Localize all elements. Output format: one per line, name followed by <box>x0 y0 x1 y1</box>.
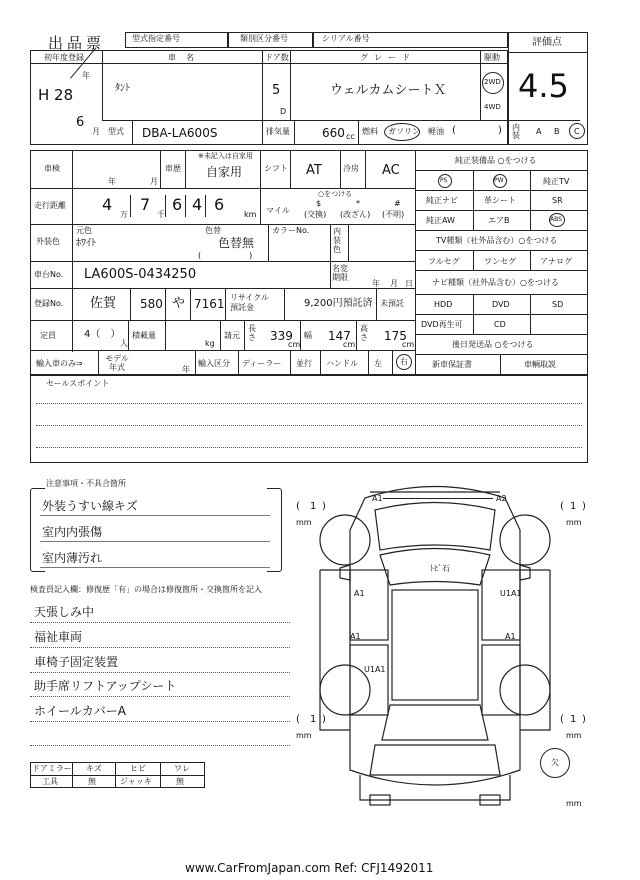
equip-tv: 純正TV <box>543 177 570 186</box>
load-label: 積載量 <box>132 331 156 340</box>
cc-unit: cc <box>346 132 355 141</box>
ac-label: 冷房 <box>343 164 359 173</box>
spare-tire-missing: 欠 <box>551 758 559 767</box>
navi-hdd: HDD <box>434 300 453 309</box>
navi-cd: CD <box>494 320 506 329</box>
damage-left-u1a1: U1A1 <box>364 665 386 674</box>
damage-a1-front: A1 <box>372 494 383 503</box>
mileage-circle-note: ○をつける <box>318 190 353 198</box>
not-deposited: 未預託 <box>380 299 404 308</box>
mileage-km: km <box>244 210 257 219</box>
width-cm: cm <box>343 340 356 349</box>
later-header: 後日発送品 ○をつける <box>452 340 534 349</box>
tv-analog: アナログ <box>540 257 572 266</box>
car-name-value: ﾀﾝﾄ <box>115 83 130 94</box>
mileage-mile: マイル <box>266 206 290 215</box>
spare-tire-mm: mm <box>566 799 582 808</box>
legend-jack: ジャッキ <box>120 777 152 786</box>
registration-number: 7161 <box>194 297 225 311</box>
registration-area: 佐賀 <box>90 296 117 311</box>
damage-right-a1: A1 <box>505 632 516 641</box>
navi-sd: SD <box>552 300 564 309</box>
first-reg-era: H 28 <box>38 86 74 104</box>
inspection-month: 月 <box>150 177 158 186</box>
tire-rl-open: ( <box>296 714 300 725</box>
legend-mirror: ドアミラー <box>32 764 72 773</box>
model-year-label: モデル年式 <box>105 354 129 372</box>
ask-label: 請元 <box>224 331 240 340</box>
tire-rr-value: 1 <box>570 714 577 725</box>
legend-jack-value: 無 <box>176 777 184 786</box>
handle-left: 左 <box>374 359 382 368</box>
tv-oneseg: ワンセグ <box>484 257 516 266</box>
tire-fl-mm: mm <box>296 518 312 527</box>
width-label: 幅 <box>304 331 312 340</box>
navi-header: ナビ種類（社外品含む）○をつける <box>432 278 559 287</box>
inspector-item-2: 福祉車両 <box>34 630 83 644</box>
tire-rl-mm: mm <box>296 731 312 740</box>
interior-color-label: 内装色 <box>333 227 341 254</box>
chassis-month: 月 <box>390 279 398 288</box>
tire-rr-close: ) <box>582 714 586 725</box>
capacity-unit: 人 <box>120 339 128 348</box>
car-name-label: 車名 <box>168 53 204 62</box>
score-label: 評価点 <box>532 37 562 48</box>
drive-4wd: 4WD <box>484 103 501 111</box>
mileage-exchange: (交換) <box>304 210 327 219</box>
inspector-item-5: ホイールカバーA <box>34 704 126 718</box>
interior-c: C <box>574 127 580 136</box>
inspector-item-3: 車椅子固定装置 <box>34 655 119 669</box>
color-changed-value: 色替無 <box>218 236 255 250</box>
fuel-label: 燃料 <box>362 127 378 136</box>
registration-kana: や <box>172 296 186 311</box>
equip-ps: PS <box>440 177 448 184</box>
mileage-digit-5: 6 <box>214 195 225 214</box>
inspector-item-4: 助手席リフトアップシート <box>34 679 177 693</box>
light-oil-paren: ( <box>452 125 456 136</box>
mileage-label: 走行距離 <box>34 201 66 210</box>
import-dealer: ディーラー <box>242 359 282 368</box>
month-unit: 月 <box>92 127 100 136</box>
type-number-label: 型式指定番号 <box>132 34 180 43</box>
page-title: 出品票 <box>48 34 106 52</box>
first-reg-month: 6 <box>76 115 85 130</box>
damage-right-u1a1: U1A1 <box>500 589 522 598</box>
score-value: 4.5 <box>518 67 569 105</box>
color-orig-label: 元色 <box>76 226 92 235</box>
usage-label: 車歴 <box>165 164 181 173</box>
usage-value: 自家用 <box>206 165 243 179</box>
mileage-digit-3: 6 <box>172 195 183 214</box>
height-value: 175 <box>384 329 407 343</box>
grade-value: ウェルカムシートＸ <box>330 83 447 98</box>
displacement-value: 660 <box>322 126 345 140</box>
light-oil-paren-close: ) <box>498 125 502 136</box>
height-label: 高さ <box>360 324 368 342</box>
tire-rr-open: ( <box>560 714 564 725</box>
inspection-label: 車検 <box>44 164 60 173</box>
tire-fl-value: 1 <box>310 501 317 512</box>
mileage-hash: # <box>394 199 401 208</box>
width-value: 147 <box>328 329 351 343</box>
kg-unit: kg <box>205 339 215 348</box>
mileage-tampered: (改ざん) <box>340 210 371 219</box>
displacement-label: 排気量 <box>266 127 290 136</box>
model-year-unit: 年 <box>182 365 190 374</box>
height-cm: cm <box>402 340 415 349</box>
tire-fr-value: 1 <box>570 501 577 512</box>
registration-class: 580 <box>140 297 163 311</box>
shift-value: AT <box>306 163 322 178</box>
note-item-3: 室内薄汚れ <box>42 551 103 565</box>
equip-sr: SR <box>552 196 563 205</box>
shift-label: シフト <box>264 164 288 173</box>
tire-fr-close: ) <box>582 501 586 512</box>
tv-header: TV種類（社外品含む）○をつける <box>436 236 558 245</box>
chassis-day: 日 <box>405 279 413 288</box>
tire-rl-close: ) <box>322 714 326 725</box>
year-unit: 年 <box>82 71 90 80</box>
equip-abs: ABS <box>550 216 562 223</box>
mileage-digit-4: 4 <box>192 195 203 214</box>
model-value: DBA-LA600S <box>142 126 218 140</box>
length-label: 長さ <box>248 324 256 342</box>
model-label: 型式 <box>108 127 124 136</box>
grade-label: グレード <box>360 53 416 62</box>
import-label: 輸入車のみ⇒ <box>36 359 83 368</box>
later-manual: 車輌取説 <box>524 360 556 369</box>
legend-tools: 工具 <box>42 777 58 786</box>
fuel-value: ガソリン <box>388 127 420 136</box>
notes-header: 注意事項・不具合箇所 <box>46 479 126 488</box>
note-item-1: 外装うすい線キズ <box>42 499 138 513</box>
damage-left-a1-1: A1 <box>354 589 365 598</box>
equip-airbag: エアB <box>488 216 510 225</box>
tire-fr-mm: mm <box>566 518 582 527</box>
damage-left-a1-2: A1 <box>350 632 361 641</box>
length-cm: cm <box>288 340 301 349</box>
length-value: 339 <box>270 329 293 343</box>
handle-label: ハンドル <box>326 359 358 368</box>
registration-label: 登録No. <box>34 299 64 308</box>
mileage-digit-2: 7 <box>140 195 151 214</box>
tire-fr-open: ( <box>560 501 564 512</box>
drive-2wd: 2WD <box>484 78 501 86</box>
door-d: D <box>280 107 287 116</box>
ac-value: AC <box>382 163 400 178</box>
capacity-label: 定員 <box>40 331 56 340</box>
mileage-digit-1: 4 <box>102 195 113 214</box>
color-change-label: 色替 <box>205 226 221 235</box>
equip-leather: 革シート <box>484 196 516 205</box>
damage-a2-front: A2 <box>496 494 507 503</box>
recycle-label: リサイクル預託金 <box>230 293 269 312</box>
serial-label: シリアル番号 <box>322 34 370 43</box>
import-parallel: 並行 <box>296 359 312 368</box>
doors-value: 5 <box>272 83 281 98</box>
mileage-dollar: $ <box>316 199 322 208</box>
mileage-sen: 千 <box>157 210 165 219</box>
chassis-label: 車台No. <box>34 270 64 279</box>
usage-note: ※未記入は自家用 <box>198 152 253 160</box>
chassis-year: 年 <box>372 279 380 288</box>
legend-scratch: キズ <box>86 764 102 773</box>
color-no-label: カラーNo. <box>272 226 310 235</box>
light-oil: 軽油 <box>428 127 444 136</box>
navi-dvd-play: DVD再生可 <box>421 320 463 329</box>
legend-tools-value: 無 <box>88 777 96 786</box>
drive-label: 駆動 <box>484 53 500 62</box>
equip-aw: 純正AW <box>426 216 455 225</box>
equip-navi: 純正ナビ <box>426 196 458 205</box>
note-item-2: 室内内張傷 <box>42 525 103 539</box>
color-paren: ( ) <box>198 251 253 260</box>
mileage-unknown: (不明) <box>382 210 405 219</box>
interior-label: 内装 <box>512 123 520 140</box>
doors-label: ドア数 <box>265 53 289 62</box>
interior-a: A <box>536 127 542 136</box>
chassis-value: LA600S-0434250 <box>84 267 197 282</box>
footer-reference: www.CarFromJapan.com Ref: CFJ1492011 <box>185 861 434 875</box>
equipment-header: 純正装備品 ○をつける <box>455 156 537 165</box>
handle-right: 右 <box>400 357 408 366</box>
import-category-label: 輸入区分 <box>198 359 230 368</box>
later-warranty: 新車保証書 <box>432 360 472 369</box>
first-reg-label: 初年度登録 <box>44 53 84 62</box>
tire-rl-value: 1 <box>310 714 317 725</box>
sales-point-label: セールスポイント <box>46 379 110 388</box>
tire-fl-open: ( <box>296 501 300 512</box>
inspector-item-1: 天張しみ中 <box>34 605 95 619</box>
tire-fl-close: ) <box>322 501 326 512</box>
name-change-label: 名変期限 <box>332 264 348 282</box>
inspector-header: 検査員記入欄：修復歴「有」の場合は修復箇所・交換箇所を記入 <box>30 585 262 594</box>
color-orig-value: ﾎﾜｲﾄ <box>76 238 96 249</box>
legend-crack: ヒビ <box>130 764 146 773</box>
interior-b: B <box>554 127 560 136</box>
tire-rr-mm: mm <box>566 731 582 740</box>
inspection-year: 年 <box>108 177 116 186</box>
legend-break: ワレ <box>174 764 190 773</box>
mileage-man: 万 <box>120 210 128 219</box>
car-damage-diagram <box>280 470 590 830</box>
recycle-value: 9,200円預託済 <box>304 298 373 309</box>
tv-fullseg: フルセグ <box>428 257 460 266</box>
damage-windshield: ﾄﾋﾞ石 <box>430 564 450 573</box>
color-label: 外装色 <box>36 237 60 246</box>
mileage-star: * <box>356 199 360 208</box>
equip-pw: PW <box>494 177 504 184</box>
sales-point-box <box>30 375 588 463</box>
category-label: 類別区分番号 <box>240 34 288 43</box>
capacity-value: 4（ ） <box>84 329 121 340</box>
navi-dvd: DVD <box>492 300 510 309</box>
